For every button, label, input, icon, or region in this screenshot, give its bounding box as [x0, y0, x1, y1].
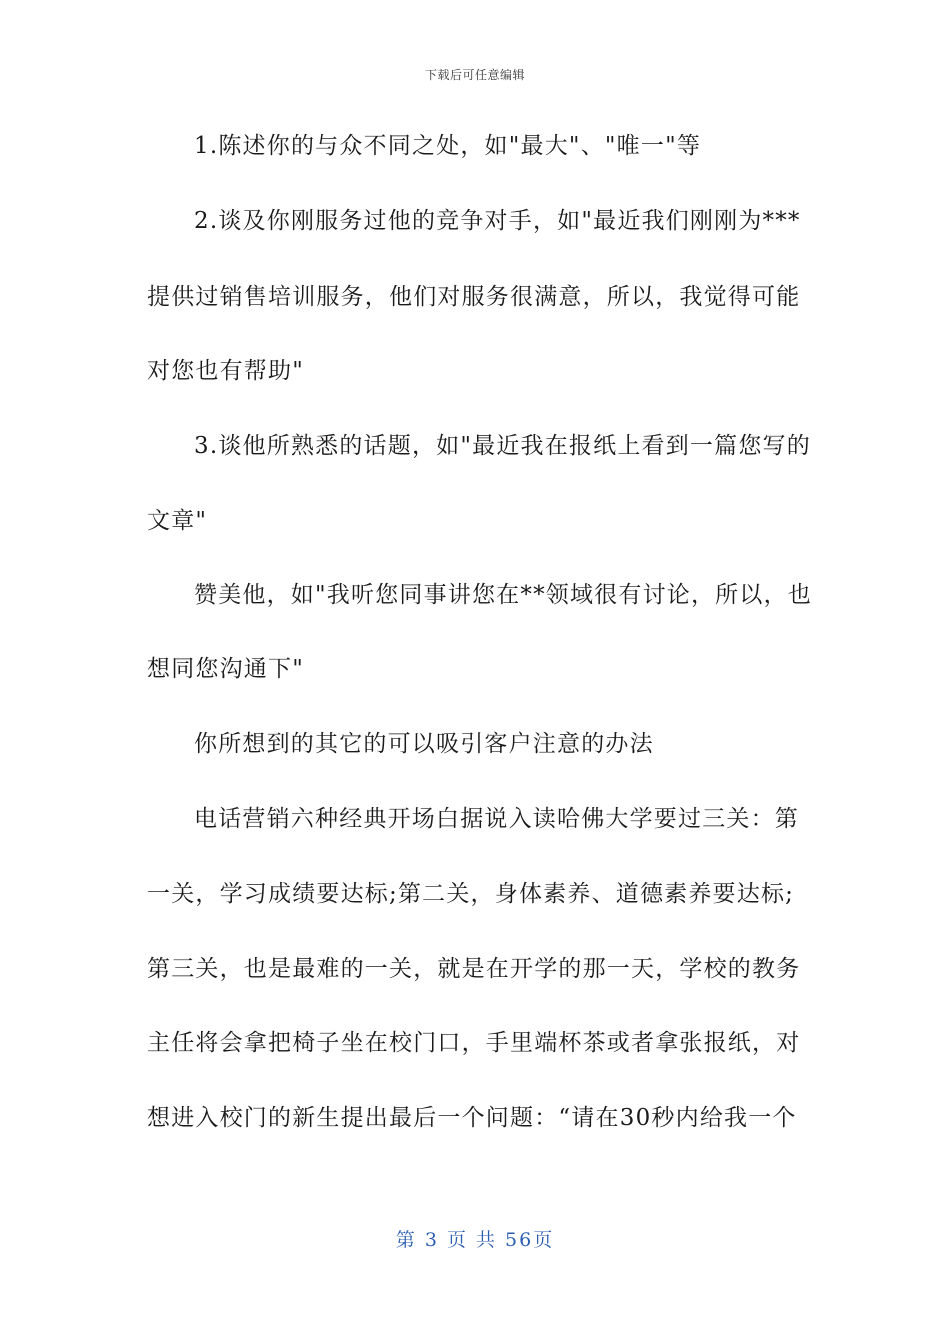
paragraph-line: 第三关，也是最难的一关，就是在开学的那一天，学校的教务 — [147, 956, 801, 982]
page-number-footer: 第 3 页 共 56页 — [395, 1229, 555, 1251]
paragraph-line: 2.谈及你刚服务过他的竞争对手，如"最近我们刚刚为*** — [194, 208, 801, 234]
paragraph-line: 提供过销售培训服务，他们对服务很满意，所以，我觉得可能 — [147, 284, 801, 310]
paragraph-line: 想进入校门的新生提出最后一个问题：“请在30秒内给我一个 — [147, 1105, 797, 1131]
paragraph-line: 一关，学习成绩要达标;第二关，身体素养、道德素养要达标; — [147, 881, 795, 907]
paragraph-line: 电话营销六种经典开场白据说入读哈佛大学要过三关：第 — [194, 806, 799, 832]
paragraph-line: 赞美他，如"我听您同事讲您在**领域很有讨论，所以，也 — [194, 582, 812, 608]
paragraph-line: 你所想到的其它的可以吸引客户注意的办法 — [194, 731, 654, 757]
paragraph-line: 想同您沟通下" — [147, 656, 304, 682]
paragraph-line: 1.陈述你的与众不同之处，如"最大"、"唯一"等 — [194, 133, 702, 159]
paragraph-line: 文章" — [147, 508, 208, 534]
paragraph-line: 3.谈他所熟悉的话题，如"最近我在报纸上看到一篇您写的 — [194, 433, 811, 459]
paragraph-line: 对您也有帮助" — [147, 358, 304, 384]
page-header-note: 下载后可任意编辑 — [424, 68, 525, 82]
paragraph-line: 主任将会拿把椅子坐在校门口，手里端杯茶或者拿张报纸，对 — [147, 1030, 801, 1056]
